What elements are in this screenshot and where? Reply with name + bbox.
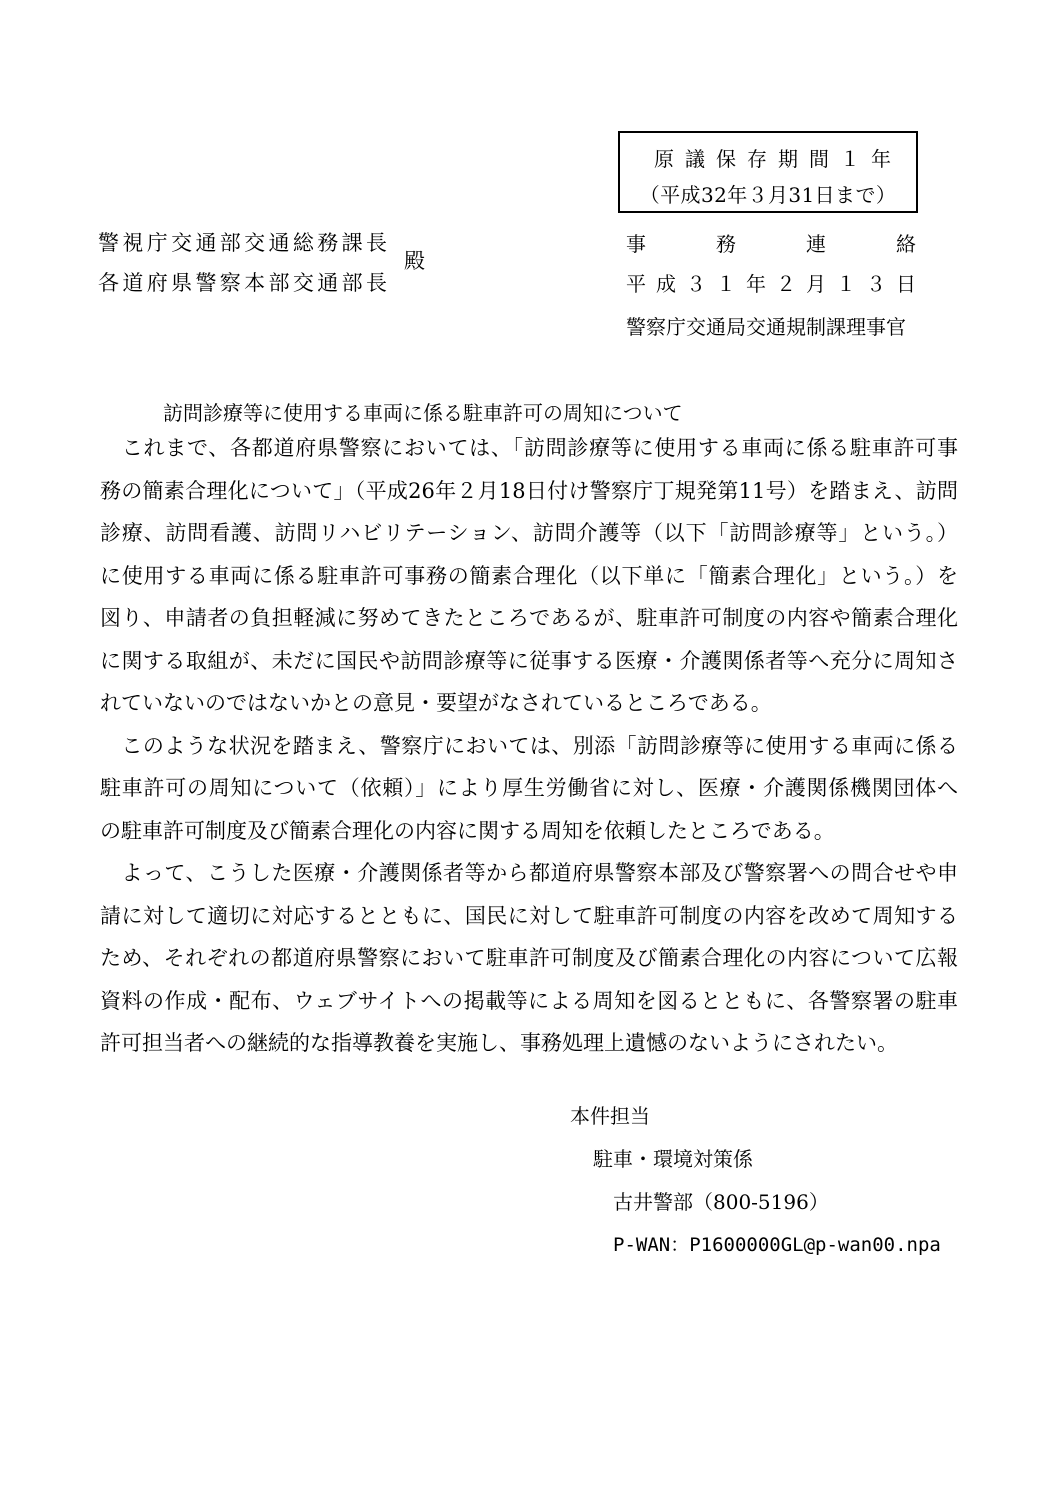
contact-person: 古井警部（800-5196）: [613, 1190, 829, 1214]
date-char: １: [836, 272, 856, 296]
body-line: これまで、各都道府県警察においては、「訪問診療等に使用する車両に係る駐車許可事: [100, 436, 958, 460]
date-char: ３: [686, 272, 706, 296]
addressee-prefectures: 各道府県警察本部交通部長: [98, 271, 391, 295]
retention-deadline-text: （平成32年３月31日まで）: [639, 183, 897, 207]
body-line: 図り、申請者の負担軽減に努めてきたところであるが、駐車許可制度の内容や簡素合理化: [100, 606, 958, 630]
body-line: よって、こうした医療・介護関係者等から都道府県警察本部及び警察署への問合せや申: [100, 861, 958, 885]
subject-title: 訪問診療等に使用する車両に係る駐車許可の周知について: [163, 401, 683, 425]
date-char: 月: [806, 272, 826, 296]
body-line: 請に対して適切に対応するとともに、国民に対して駐車許可制度の内容を改めて周知する: [100, 904, 958, 928]
body-line: ため、それぞれの都道府県警察において駐車許可制度及び簡素合理化の内容について広報: [100, 946, 958, 970]
date-char: 平: [626, 272, 646, 296]
retention-period-text: 原議保存期間１年: [654, 147, 902, 171]
body-line: このような状況を踏まえ、警察庁においては、別添「訪問診療等に使用する車両に係る: [100, 734, 958, 758]
date-char: ２: [776, 272, 796, 296]
notice-type-char: 務: [716, 232, 736, 256]
notice-type-char: 絡: [896, 232, 916, 256]
notice-date: [626, 268, 916, 297]
contact-email: P-WAN：P1600000GL@p-wan00.npa: [613, 1234, 941, 1256]
notice-type: [626, 228, 916, 257]
notice-type-char: 事: [626, 232, 646, 256]
body-line: 許可担当者への継続的な指導教養を実施し、事務処理上遺憾のないようにされたい。: [100, 1031, 898, 1055]
body-line: 駐車許可の周知について（依頼）」により厚生労働省に対し、医療・介護関係機関団体へ: [100, 776, 958, 800]
addressee-tokyo: 警視庁交通部交通総務課長: [98, 231, 391, 255]
honorific: 殿: [404, 249, 425, 273]
date-char: 年: [746, 272, 766, 296]
notice-type-char: 連: [806, 232, 826, 256]
contact-section: 駐車・環境対策係: [593, 1147, 753, 1171]
sender: 警察庁交通局交通規制課理事官: [626, 315, 906, 339]
date-char: １: [716, 272, 736, 296]
body-line: に使用する車両に係る駐車許可事務の簡素合理化（以下単に「簡素合理化」という。）を: [100, 564, 958, 588]
date-char: ３: [866, 272, 886, 296]
body-line: の駐車許可制度及び簡素合理化の内容に関する周知を依頼したところである。: [100, 819, 835, 843]
contact-heading: 本件担当: [570, 1104, 650, 1128]
body-line: 務の簡素合理化について」（平成26年２月18日付け警察庁丁規発第11号）を踏まえ、訪問: [100, 479, 958, 503]
body-line: に関する取組が、未だに国民や訪問診療等に従事する医療・介護関係者等へ充分に周知さ: [100, 649, 958, 673]
retention-period-box: [618, 131, 918, 213]
body-line: れていないのではないかとの意見・要望がなされているところである。: [100, 691, 772, 715]
body-line: 診療、訪問看護、訪問リハビリテーション、訪問介護等（以下「訪問診療等」という。）: [100, 521, 958, 545]
date-char: 成: [656, 272, 676, 296]
body-line: 資料の作成・配布、ウェブサイトへの掲載等による周知を図るとともに、各警察署の駐車: [100, 989, 958, 1013]
date-char: 日: [896, 272, 916, 296]
